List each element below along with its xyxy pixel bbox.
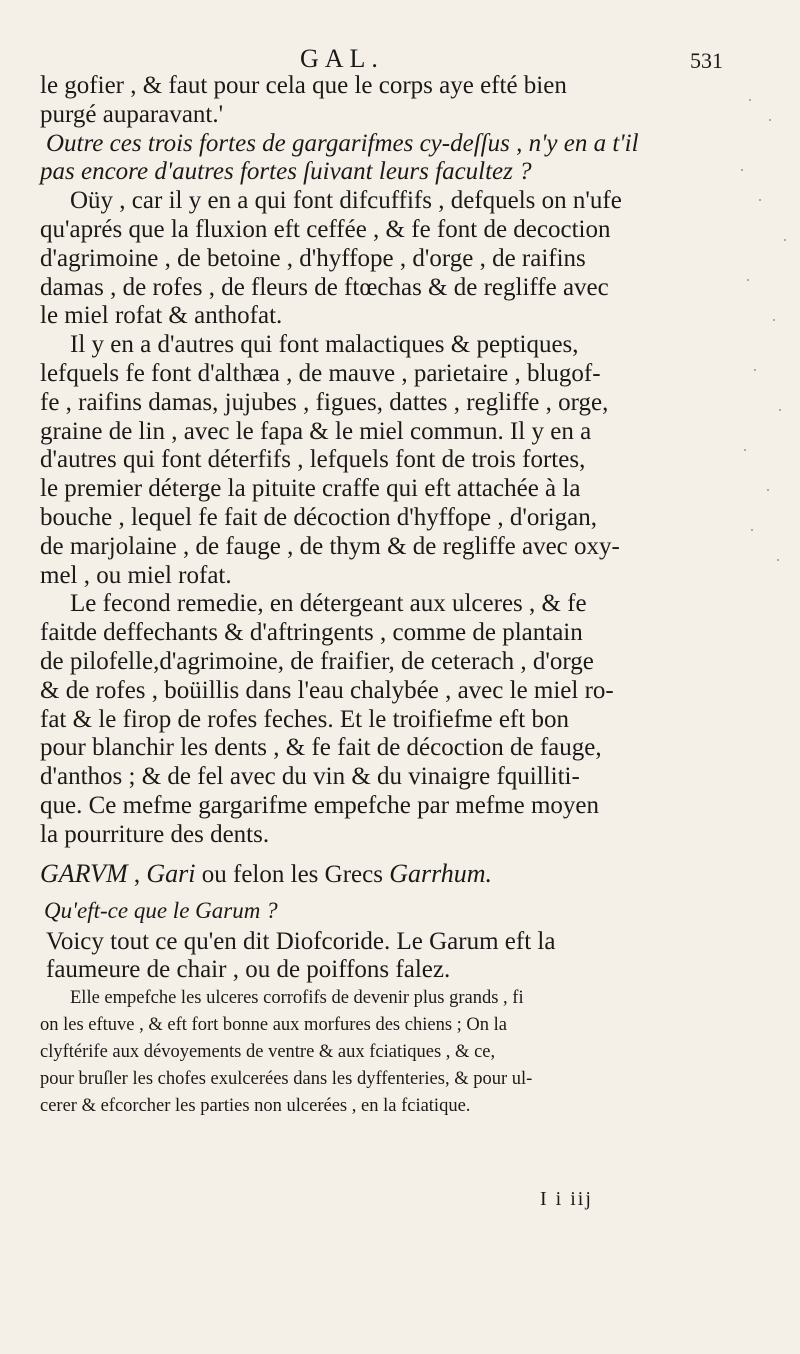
text-line: Oüy , car il y en a qui font difcuffifs , defquels on n'ufe <box>70 187 622 215</box>
running-head: GAL. <box>300 44 384 73</box>
text-line: le miel rofat & anthofat. <box>40 302 283 330</box>
text-line: de marjolaine , de fauge , de thym & de regliffe avec oxy- <box>40 532 620 560</box>
section-separator: , <box>133 860 141 888</box>
small-text-line: clyftérife aux dévoyements de ventre & aux fciatiques , & ce, <box>40 1042 496 1063</box>
text-line: Le fecond remedie, en détergeant aux ulceres , & fe <box>70 590 587 618</box>
text-line: fe , raifins damas, jujubes , figues, dattes , regliffe , orge, <box>40 388 609 416</box>
section-alt-title: Gari <box>146 858 196 888</box>
text-line: & de rofes , boüillis dans l'eau chalybée , avec le miel ro- <box>40 676 614 704</box>
text-line: Il y en a d'autres qui font malactiques & peptiques, <box>70 331 579 359</box>
text-line: le premier déterge la pituite craffe qui eft attachée à la <box>40 475 581 503</box>
text-line: le gofier , & faut pour cela que le corps aye efté bien <box>40 72 567 99</box>
text-line: damas , de rofes , de fleurs de ftœchas & de regliffe avec <box>40 273 609 301</box>
small-print-block <box>40 985 765 1120</box>
text-line: que. Ce mefme gargarifme empefche par mefme moyen <box>40 791 600 819</box>
page-number: 531 <box>690 48 723 73</box>
small-text-line: pour bruſler les chofes exulcerées dans les dyffenteries, & pour ul- <box>40 1069 533 1090</box>
small-text-line: Elle empefche les ulceres corrofifs de devenir plus grands , fi <box>70 988 524 1009</box>
text-line: d'anthos ; & de fel avec du vin & du vinaigre fquilliti- <box>40 763 580 791</box>
garum-question: Qu'eft-ce que le Garum ? <box>44 897 278 923</box>
body-text <box>40 72 765 1120</box>
section-title: GARVM <box>40 858 128 888</box>
section-heading <box>40 854 765 894</box>
text-line: la pourriture des dents. <box>40 820 270 848</box>
text-line: d'autres qui font déterfifs , lefquels font de trois fortes, <box>40 446 586 474</box>
text-line: faumeure de chair , ou de poiffons falez. <box>46 956 451 984</box>
signature-mark: I i iij <box>540 1188 593 1210</box>
small-text-line: on les eftuve , & eft fort bonne aux morfures des chiens ; On la <box>40 1015 507 1036</box>
section-greek-title: Garrhum. <box>389 858 493 888</box>
text-line: faitde deffechants & d'aftringents , comme de plantain <box>40 619 583 647</box>
text-line: fat & le firop de rofes feches. Et le troifiefme eft bon <box>40 705 569 733</box>
text-line: bouche , lequel fe fait de décoction d'hyffope , d'origan, <box>40 503 597 531</box>
text-line: qu'aprés que la fluxion eft ceffée , & fe font de decoction <box>40 215 611 243</box>
small-text-line: cerer & efcorcher les parties non ulcerées , en la fciatique. <box>40 1096 471 1117</box>
text-line: de pilofelle,d'agrimoine, de fraifier, de ceterach , d'orge <box>40 647 594 675</box>
text-line: Voicy tout ce qu'en dit Diofcoride. Le Garum eft la <box>46 927 556 955</box>
text-line: lefquels fe font d'althæa , de mauve , parietaire , blugof- <box>40 359 601 387</box>
text-line: mel , ou miel rofat. <box>40 561 232 589</box>
section-connector: ou felon les Grecs <box>201 860 383 888</box>
question-line: pas encore d'autres fortes ſuivant leurs facultez ? <box>40 158 532 186</box>
text-line: d'agrimoine , de betoine , d'hyffope , d'orge , de raifins <box>40 244 586 272</box>
text-line: pour blanchir les dents , & fe fait de décoction de fauge, <box>40 734 602 762</box>
question-line: Outre ces trois fortes de gargarifmes cy-deſſus , n'y en a t'il <box>46 129 639 157</box>
text-line: graine de lin , avec le fapa & le miel commun. Il y en a <box>40 417 592 445</box>
text-line: purgé auparavant.' <box>40 100 224 128</box>
